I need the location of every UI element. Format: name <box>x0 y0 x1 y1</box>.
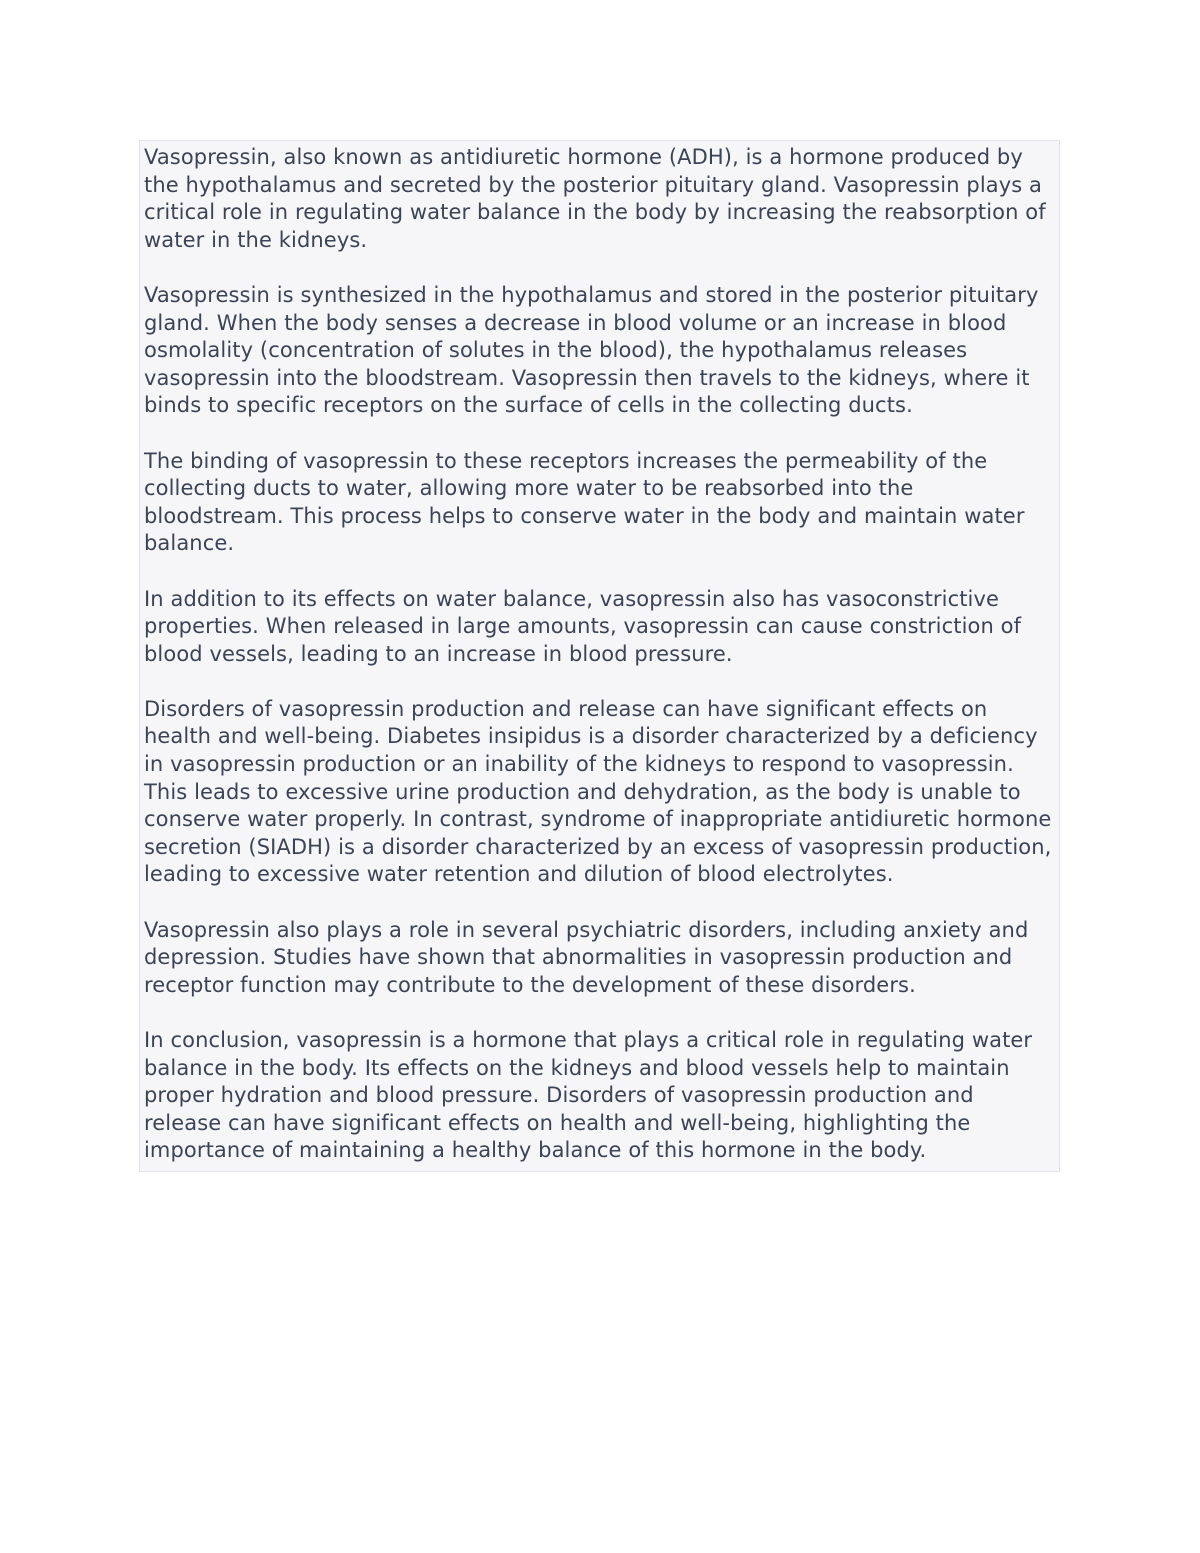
paragraph-disorders: Disorders of vasopressin production and release can have significant effects on health and well-being. Diabetes insipidus is a disorder characterized by a deficiency in vasopressin production or an inability of the kidneys to respond to vasopressin. This leads to excessive urine production and dehydration, as the body is unable to conserve water properly. In contrast, syndrome of inappropriate antidiuretic hormone secretion (SIADH) is a disorder characterized by an excess of vasopressin production, leading to excessive water retention and dilution of blood electrolytes. <box>144 696 1052 887</box>
paragraph-conclusion: In conclusion, vasopressin is a hormone that plays a critical role in regulating water balance in the body. Its effects on the kidneys and blood vessels help to maintain proper hydration and blood pressure. Disorders of vasopressin production and release can have significant effects on health and well-being, highlighting the importance of maintaining a healthy balance of this hormone in the body. <box>144 1028 1033 1163</box>
paragraph-synthesis: Vasopressin is synthesized in the hypothalamus and stored in the posterior pituitary gland. When the body senses a decrease in blood volume or an increase in blood osmolality (concentration of solutes in the blood), the hypothalamus releases vasopressin into the bloodstream. Vasopressin then travels to the kidneys, where it binds to specific receptors on the surface of cells in the collecting ducts. <box>144 282 1039 418</box>
paragraph-intro: Vasopressin, also known as antidiuretic hormone (ADH), is a hormone produced by the hypothalamus and secreted by the posterior pituitary gland. Vasopressin plays a critical role in regulating water balance in the body by increasing the reabsorption of water in the kidneys. <box>144 145 1046 252</box>
paragraph-vasoconstriction: In addition to its effects on water balance, vasopressin also has vasoconstrictive properties. When released in large amounts, vasopressin can cause constriction of blood vessels, leading to an increase in blood pressure. <box>144 586 1022 666</box>
paragraph-receptor-binding: The binding of vasopressin to these receptors increases the permeability of the collecting ducts to water, allowing more water to be reabsorbed into the bloodstream. This process helps to conserve water in the body and maintain water balance. <box>144 448 1025 556</box>
document-text-box <box>139 140 1060 1172</box>
paragraph-psychiatric: Vasopressin also plays a role in several psychiatric disorders, including anxiety and depression. Studies have shown that abnormalities in vasopressin production and receptor function may contribute to the development of these disorders. <box>144 917 1029 997</box>
